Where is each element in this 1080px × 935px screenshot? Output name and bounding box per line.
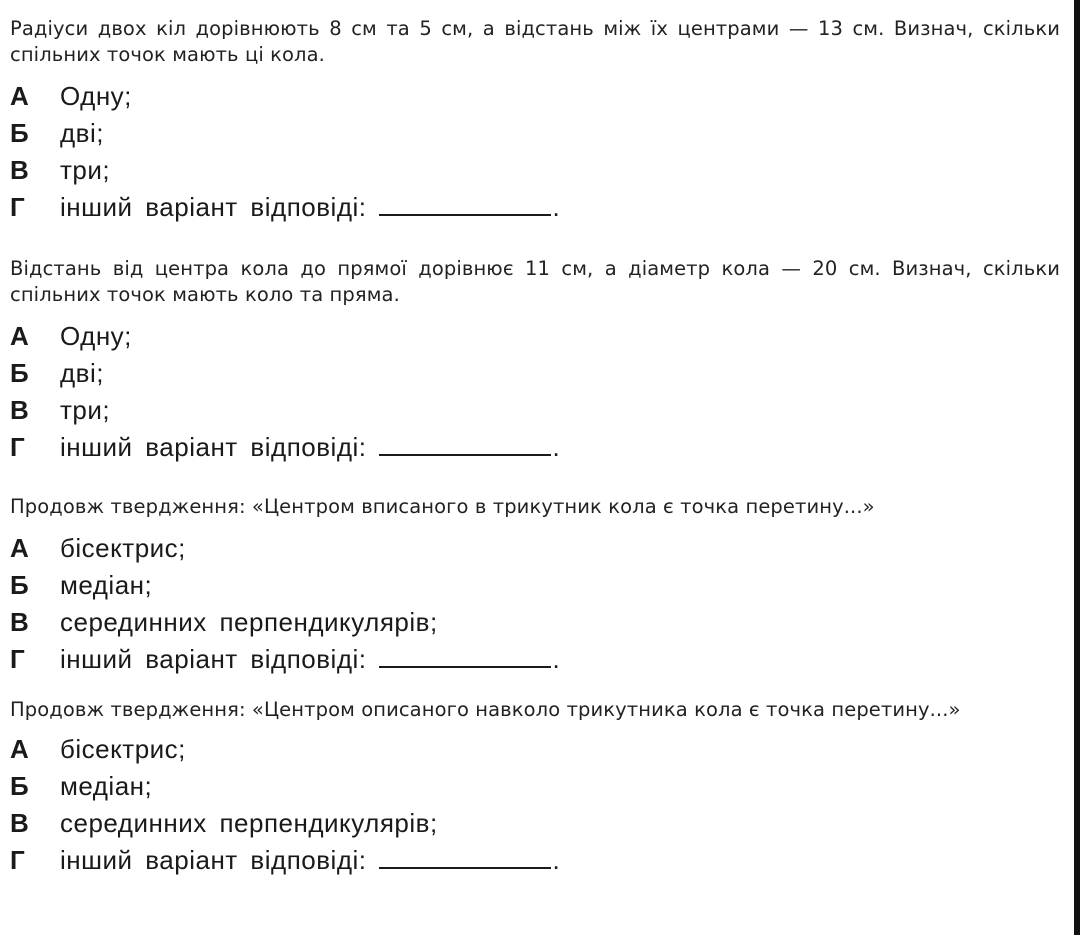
option-b[interactable] [10,768,1060,805]
option-end: . [552,432,560,462]
option-text: три; [60,155,111,185]
option-text: інший варіант відповіді: [60,644,367,674]
option-letter: А [10,321,29,351]
option-letter: В [10,155,29,185]
option-d[interactable] [10,429,1060,466]
option-end: . [552,644,560,674]
question-text: Продовж твердження: «Центром вписаного в трикутник кола є точка перетину...» [10,495,875,518]
option-d[interactable] [10,189,1060,226]
option-text: три; [60,395,111,425]
option-text: медіан; [60,570,153,600]
option-text: дві; [60,118,104,148]
option-letter: Г [10,845,25,875]
page-edge [1074,0,1080,935]
option-end: . [552,192,560,222]
answer-blank[interactable] [379,430,551,456]
answer-blank[interactable] [379,190,551,216]
option-text: серединних перпендикулярів; [60,607,438,637]
option-end: . [552,845,560,875]
option-a[interactable] [10,78,1060,115]
question-3 [10,494,1060,678]
option-text: Одну; [60,81,132,111]
option-d[interactable] [10,842,1060,879]
option-a[interactable] [10,731,1060,768]
option-text: інший варіант відповіді: [60,192,367,222]
option-letter: Г [10,192,25,222]
answer-blank[interactable] [379,642,551,668]
option-b[interactable] [10,115,1060,152]
option-a[interactable] [10,530,1060,567]
option-letter: Б [10,118,29,148]
option-letter: Г [10,644,25,674]
option-d[interactable] [10,641,1060,678]
question-text: Відстань від центра кола до прямої дорівнює 11 см, а діаметр кола — 20 см. Визнач, скільки спільних точок мають коло та пряма. [10,257,1060,306]
option-letter: Б [10,358,29,388]
option-text: інший варіант відповіді: [60,845,367,875]
option-c[interactable] [10,805,1060,842]
option-text: бісектрис; [60,533,186,563]
option-text: Одну; [60,321,132,351]
option-letter: В [10,395,29,425]
option-letter: В [10,808,29,838]
option-text: бісектрис; [60,734,186,764]
question-text: Продовж твердження: «Центром описаного навколо трикутника кола є точка перетину...» [10,698,961,721]
option-letter: А [10,734,29,764]
option-letter: Г [10,432,25,462]
option-c[interactable] [10,152,1060,189]
option-a[interactable] [10,318,1060,355]
option-c[interactable] [10,604,1060,641]
option-text: дві; [60,358,104,388]
option-b[interactable] [10,567,1060,604]
option-letter: Б [10,570,29,600]
option-letter: А [10,81,29,111]
option-text: серединних перпендикулярів; [60,808,438,838]
option-letter: Б [10,771,29,801]
question-2 [10,256,1060,466]
option-text: інший варіант відповіді: [60,432,367,462]
question-1 [10,16,1060,226]
option-letter: А [10,533,29,563]
question-4 [10,697,1060,879]
option-b[interactable] [10,355,1060,392]
option-c[interactable] [10,392,1060,429]
question-text: Радіуси двох кіл дорівнюють 8 см та 5 см, а відстань між їх центрами — 13 см. Визнач, скільки спільних точок мають ці кола. [10,17,1060,66]
option-letter: В [10,607,29,637]
option-text: медіан; [60,771,153,801]
answer-blank[interactable] [379,843,551,869]
